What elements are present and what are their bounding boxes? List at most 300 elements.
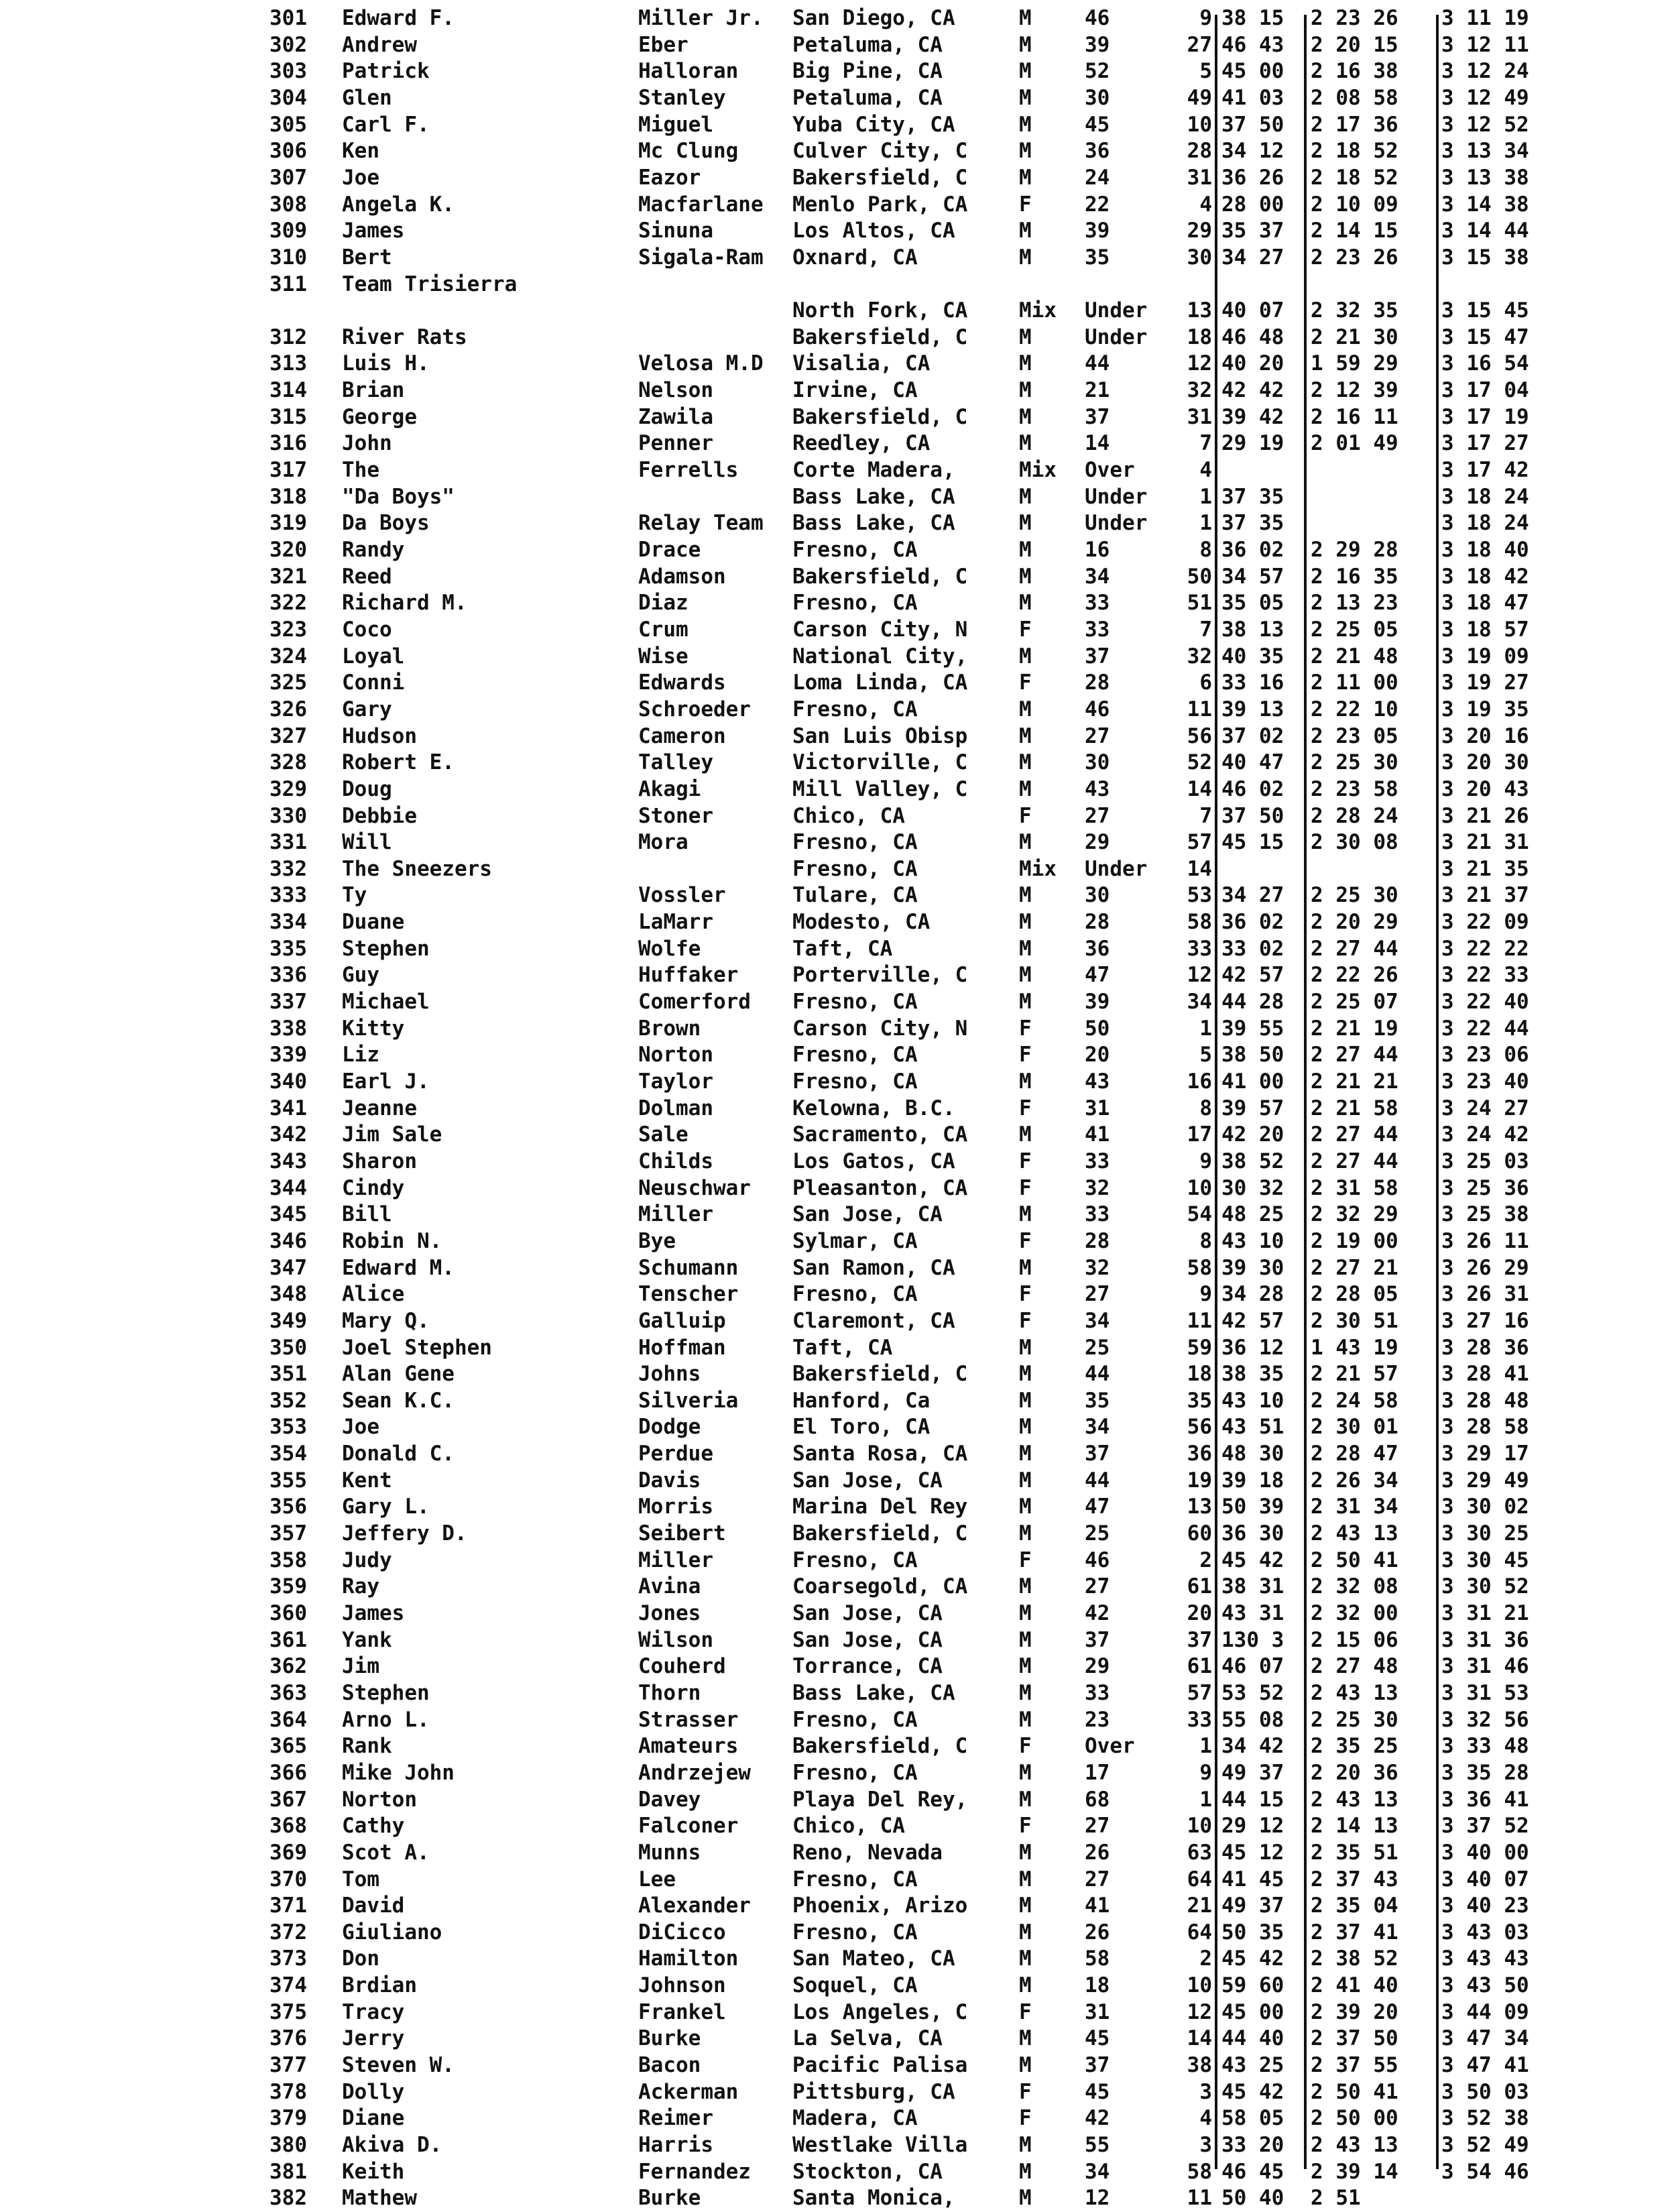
division-place: 4 <box>1199 458 1212 483</box>
city: Hanford, Ca <box>792 1388 931 1413</box>
sex: M <box>1019 1255 1032 1280</box>
sex: M <box>1019 1973 1032 1998</box>
first-name: Mary Q. <box>342 1308 430 1333</box>
table-row <box>0 1281 1676 1308</box>
bib-number: 378 <box>270 2079 307 2104</box>
total-time: 3 47 34 <box>1441 2026 1529 2051</box>
split-1: 34 12 <box>1221 139 1284 164</box>
division-place: 9 <box>1199 1760 1212 1785</box>
city: Chico, CA <box>792 803 905 828</box>
city: Westlake Villa <box>792 2133 968 2157</box>
first-name: Tom <box>342 1867 379 1891</box>
split-2: 2 22 26 <box>1311 963 1398 988</box>
split-1: 42 57 <box>1221 963 1284 988</box>
city: Oxnard, CA <box>792 245 918 270</box>
split-2: 2 28 24 <box>1311 803 1398 828</box>
first-name: Conni <box>342 671 405 695</box>
split-2: 2 35 51 <box>1311 1840 1398 1865</box>
age-group: 39 <box>1085 219 1110 243</box>
total-time: 3 33 48 <box>1441 1734 1529 1759</box>
split-1: 29 19 <box>1221 431 1284 456</box>
split-1: 44 28 <box>1221 990 1284 1014</box>
first-name: Kitty <box>342 1016 405 1041</box>
division-place: 57 <box>1187 1680 1212 1705</box>
age-group: 27 <box>1085 1574 1110 1599</box>
split-1: 35 05 <box>1221 591 1284 616</box>
split-2: 2 20 29 <box>1311 910 1398 935</box>
split-2: 2 27 44 <box>1311 1043 1398 1067</box>
last-name: Halloran <box>638 59 739 84</box>
split-1: 36 02 <box>1221 910 1284 935</box>
age-group: 24 <box>1085 165 1110 190</box>
table-row <box>0 1361 1676 1388</box>
last-name: Jones <box>638 1601 701 1625</box>
city: San Mateo, CA <box>792 1946 955 1971</box>
bib-number: 308 <box>270 192 307 217</box>
bib-number: 334 <box>270 910 307 935</box>
last-name: Andrzejew <box>638 1760 751 1785</box>
split-2: 2 27 44 <box>1311 1122 1398 1147</box>
table-row <box>0 430 1676 457</box>
city: Fresno, CA <box>792 830 918 855</box>
total-time: 3 16 54 <box>1441 351 1529 376</box>
table-row <box>0 1494 1676 1521</box>
city: San Luis Obisp <box>792 723 968 748</box>
split-2: 2 19 00 <box>1311 1228 1398 1253</box>
city: San Jose, CA <box>792 1468 943 1493</box>
split-1: 45 15 <box>1221 830 1284 855</box>
total-time: 3 22 09 <box>1441 910 1529 935</box>
city: Culver City, C <box>792 139 968 164</box>
table-row <box>0 1760 1676 1787</box>
table-row <box>0 298 1676 325</box>
sex: F <box>1019 617 1032 642</box>
division-place: 29 <box>1187 219 1212 243</box>
division-place: 32 <box>1187 644 1212 668</box>
split-2: 2 37 50 <box>1311 2026 1398 2051</box>
first-name: Robin N. <box>342 1228 442 1253</box>
split-2: 2 31 58 <box>1311 1175 1398 1200</box>
division-place: 8 <box>1199 1228 1212 1253</box>
total-time: 3 25 38 <box>1441 1202 1529 1227</box>
split-2: 2 50 00 <box>1311 2106 1398 2131</box>
table-row <box>0 1149 1676 1175</box>
last-name: Eber <box>638 32 689 57</box>
split-1: 38 15 <box>1221 6 1284 30</box>
sex: M <box>1019 883 1032 908</box>
first-name: Carl F. <box>342 112 430 137</box>
first-name: Ken <box>342 139 379 164</box>
last-name: Wilson <box>638 1627 713 1652</box>
city: Playa Del Rey, <box>792 1787 968 1812</box>
split-1: 49 37 <box>1221 1760 1284 1785</box>
division-place: 58 <box>1187 1255 1212 1280</box>
last-name: Wise <box>638 644 689 668</box>
total-time: 3 24 27 <box>1441 1096 1529 1120</box>
division-place: 58 <box>1187 2159 1212 2184</box>
split-2: 2 20 36 <box>1311 1760 1398 1785</box>
first-name: Akiva D. <box>342 2133 442 2157</box>
table-row <box>0 909 1676 936</box>
table-row <box>0 2159 1676 2186</box>
city: Los Gatos, CA <box>792 1149 955 1173</box>
first-name: Rank <box>342 1734 392 1759</box>
split-2: 2 30 01 <box>1311 1415 1398 1440</box>
last-name: Perdue <box>638 1442 713 1466</box>
division-place: 3 <box>1199 2079 1212 2104</box>
city: Fresno, CA <box>792 1069 918 1094</box>
split-1: 34 27 <box>1221 245 1284 270</box>
division-place: 2 <box>1199 1548 1212 1572</box>
age-group: 26 <box>1085 1840 1110 1865</box>
split-1: 30 32 <box>1221 1175 1284 1200</box>
last-name: Seibert <box>638 1521 726 1546</box>
bib-number: 322 <box>270 591 307 616</box>
split-1: 33 02 <box>1221 936 1284 961</box>
split-1: 44 40 <box>1221 2026 1284 2051</box>
split-1: 36 02 <box>1221 538 1284 562</box>
split-2: 2 43 13 <box>1311 1787 1398 1812</box>
total-time: 3 31 53 <box>1441 1680 1529 1705</box>
table-row <box>0 1653 1676 1680</box>
sex: M <box>1019 963 1032 988</box>
bib-number: 327 <box>270 723 307 748</box>
split-2: 2 32 35 <box>1311 298 1398 323</box>
total-time: 3 26 11 <box>1441 1228 1529 1253</box>
bib-number: 370 <box>270 1867 307 1891</box>
bib-number: 373 <box>270 1946 307 1971</box>
split-2: 2 37 41 <box>1311 1920 1398 1944</box>
last-name: Miller Jr. <box>638 6 764 30</box>
age-group: Over <box>1085 1734 1135 1759</box>
age-group: 30 <box>1085 750 1110 775</box>
sex: M <box>1019 6 1032 30</box>
age-group: 33 <box>1085 1680 1110 1705</box>
last-name: Falconer <box>638 1814 739 1839</box>
table-row <box>0 1733 1676 1760</box>
total-time: 3 22 40 <box>1441 990 1529 1014</box>
split-1: 44 15 <box>1221 1787 1284 1812</box>
first-name: Donald C. <box>342 1442 455 1466</box>
bib-number: 337 <box>270 990 307 1014</box>
total-time: 3 30 25 <box>1441 1521 1529 1546</box>
table-row <box>0 2185 1676 2212</box>
last-name: Penner <box>638 431 713 456</box>
split-1: 53 52 <box>1221 1680 1284 1705</box>
city: Reno, Nevada <box>792 1840 943 1865</box>
city: Torrance, CA <box>792 1654 943 1679</box>
division-place: 10 <box>1187 112 1212 137</box>
bib-number: 372 <box>270 1920 307 1944</box>
split-2: 1 59 29 <box>1311 351 1398 376</box>
sex: M <box>1019 112 1032 137</box>
sex: F <box>1019 671 1032 695</box>
bib-number: 357 <box>270 1521 307 1546</box>
age-group: Under <box>1085 511 1148 536</box>
bib-number: 359 <box>270 1574 307 1599</box>
last-name: Adamson <box>638 564 726 589</box>
split-1: 46 02 <box>1221 776 1284 801</box>
last-name: Schumann <box>638 1255 739 1280</box>
split-1: 58 05 <box>1221 2106 1284 2131</box>
division-place: 5 <box>1199 1043 1212 1067</box>
sex: M <box>1019 85 1032 110</box>
city: Pleasanton, CA <box>792 1175 968 1200</box>
bib-number: 358 <box>270 1548 307 1572</box>
age-group: 34 <box>1085 1308 1110 1333</box>
table-row <box>0 1946 1676 1973</box>
first-name: River Rats <box>342 325 467 349</box>
first-name: Bert <box>342 245 392 270</box>
table-row <box>0 1813 1676 1840</box>
sex: M <box>1019 1867 1032 1891</box>
first-name: Alice <box>342 1282 405 1307</box>
last-name: Burke <box>638 2186 701 2211</box>
first-name: Jeffery D. <box>342 1521 467 1546</box>
city: Claremont, CA <box>792 1308 955 1333</box>
first-name: John <box>342 431 392 456</box>
bib-number: 311 <box>270 272 307 296</box>
age-group: 27 <box>1085 1867 1110 1891</box>
table-row <box>0 1787 1676 1814</box>
total-time: 3 30 45 <box>1441 1548 1529 1572</box>
bib-number: 346 <box>270 1228 307 1253</box>
first-name: Ray <box>342 1574 379 1599</box>
total-time: 3 37 52 <box>1441 1814 1529 1839</box>
last-name: Diaz <box>638 591 689 616</box>
city: Fresno, CA <box>792 591 918 616</box>
split-2: 2 17 36 <box>1311 112 1398 137</box>
division-place: 9 <box>1199 1282 1212 1307</box>
age-group: 52 <box>1085 59 1110 84</box>
age-group: 30 <box>1085 85 1110 110</box>
city: Soquel, CA <box>792 1973 918 1998</box>
table-row <box>0 404 1676 431</box>
last-name: Bacon <box>638 2053 701 2078</box>
first-name: Jerry <box>342 2026 405 2051</box>
age-group: 37 <box>1085 404 1110 429</box>
split-1: 40 20 <box>1221 351 1284 376</box>
bib-number: 318 <box>270 484 307 509</box>
table-row <box>0 750 1676 776</box>
division-place: 14 <box>1187 856 1212 881</box>
bib-number: 374 <box>270 1973 307 1998</box>
age-group: 27 <box>1085 1282 1110 1307</box>
age-group: 27 <box>1085 1814 1110 1839</box>
first-name: Da Boys <box>342 511 430 536</box>
age-group: 35 <box>1085 1388 1110 1413</box>
bib-number: 312 <box>270 325 307 349</box>
first-name: Will <box>342 830 392 855</box>
last-name: Silveria <box>638 1388 739 1413</box>
split-2: 2 14 15 <box>1311 219 1398 243</box>
table-row <box>0 377 1676 404</box>
split-1: 36 12 <box>1221 1335 1284 1360</box>
sex: M <box>1019 245 1032 270</box>
city: Fresno, CA <box>792 1043 918 1067</box>
table-row <box>0 1096 1676 1122</box>
split-1: 48 30 <box>1221 1442 1284 1466</box>
table-row <box>0 1468 1676 1495</box>
city: San Diego, CA <box>792 6 955 30</box>
split-1: 43 25 <box>1221 2053 1284 2078</box>
split-2: 2 21 19 <box>1311 1016 1398 1041</box>
table-row <box>0 1016 1676 1043</box>
first-name: Jim Sale <box>342 1122 442 1147</box>
first-name: James <box>342 1601 405 1625</box>
division-place: 13 <box>1187 298 1212 323</box>
table-row <box>0 1867 1676 1894</box>
sex: F <box>1019 2079 1032 2104</box>
total-time: 3 40 07 <box>1441 1867 1529 1891</box>
age-group: 17 <box>1085 1760 1110 1785</box>
bib-number: 363 <box>270 1680 307 1705</box>
table-row <box>0 1707 1676 1734</box>
total-time: 3 20 30 <box>1441 750 1529 775</box>
split-2: 2 35 04 <box>1311 1894 1398 1918</box>
last-name: Sinuna <box>638 219 713 243</box>
sex: F <box>1019 1282 1032 1307</box>
table-row <box>0 1920 1676 1946</box>
total-time: 3 12 52 <box>1441 112 1529 137</box>
first-name: Richard M. <box>342 591 467 616</box>
total-time: 3 52 38 <box>1441 2106 1529 2131</box>
total-time: 3 21 35 <box>1441 856 1529 881</box>
division-place: 27 <box>1187 32 1212 57</box>
sex: M <box>1019 139 1032 164</box>
age-group: 21 <box>1085 378 1110 403</box>
bib-number: 376 <box>270 2026 307 2051</box>
bib-number: 380 <box>270 2133 307 2157</box>
sex: M <box>1019 1760 1032 1785</box>
total-time: 3 47 41 <box>1441 2053 1529 2078</box>
split-1: 46 48 <box>1221 325 1284 349</box>
total-time: 3 21 37 <box>1441 883 1529 908</box>
table-row <box>0 484 1676 511</box>
bib-number: 323 <box>270 617 307 642</box>
last-name: Velosa M.D <box>638 351 764 376</box>
split-2: 2 21 21 <box>1311 1069 1398 1094</box>
last-name: Vossler <box>638 883 726 908</box>
city: Kelowna, B.C. <box>792 1096 955 1120</box>
age-group: 34 <box>1085 1415 1110 1440</box>
first-name: Don <box>342 1946 379 1971</box>
sex: M <box>1019 511 1032 536</box>
total-time: 3 29 17 <box>1441 1442 1529 1466</box>
first-name: James <box>342 219 405 243</box>
split-2: 2 50 41 <box>1311 1548 1398 1572</box>
total-time: 3 26 29 <box>1441 1255 1529 1280</box>
last-name: Wolfe <box>638 936 701 961</box>
first-name: Liz <box>342 1043 379 1067</box>
bib-number: 325 <box>270 671 307 695</box>
sex: M <box>1019 32 1032 57</box>
city: San Jose, CA <box>792 1601 943 1625</box>
city: Yuba City, CA <box>792 112 955 137</box>
split-1: 59 60 <box>1221 1973 1284 1998</box>
split-2: 2 27 44 <box>1311 936 1398 961</box>
table-row <box>0 989 1676 1016</box>
total-time: 3 40 23 <box>1441 1894 1529 1918</box>
total-time: 3 31 21 <box>1441 1601 1529 1625</box>
sex: F <box>1019 803 1032 828</box>
split-1: 49 37 <box>1221 1894 1284 1918</box>
sex: M <box>1019 2053 1032 2078</box>
split-1: 55 08 <box>1221 1707 1284 1732</box>
split-1: 37 50 <box>1221 112 1284 137</box>
bib-number: 338 <box>270 1016 307 1041</box>
city: Petaluma, CA <box>792 32 943 57</box>
sex: M <box>1019 697 1032 721</box>
sex: M <box>1019 990 1032 1014</box>
last-name: Edwards <box>638 671 726 695</box>
bib-number: 368 <box>270 1814 307 1839</box>
split-1: 39 30 <box>1221 1255 1284 1280</box>
table-row <box>0 2052 1676 2079</box>
total-time: 3 43 43 <box>1441 1946 1529 1971</box>
total-time: 3 13 38 <box>1441 165 1529 190</box>
first-name: Bill <box>342 1202 392 1227</box>
split-2: 2 21 48 <box>1311 644 1398 668</box>
first-name: Cindy <box>342 1175 405 1200</box>
last-name: Davey <box>638 1787 701 1812</box>
sex: M <box>1019 1680 1032 1705</box>
table-row <box>0 1414 1676 1441</box>
table-row <box>0 1973 1676 1999</box>
sex: M <box>1019 1388 1032 1413</box>
division-place: 33 <box>1187 1707 1212 1732</box>
total-time: 3 31 36 <box>1441 1627 1529 1652</box>
city: Los Angeles, C <box>792 1999 968 2024</box>
split-1: 34 28 <box>1221 1282 1284 1307</box>
split-1: 40 35 <box>1221 644 1284 668</box>
split-2: 2 50 41 <box>1311 2079 1398 2104</box>
age-group: 45 <box>1085 2026 1110 2051</box>
bib-number: 304 <box>270 85 307 110</box>
age-group: 47 <box>1085 963 1110 988</box>
split-2: 2 10 09 <box>1311 192 1398 217</box>
city: Fresno, CA <box>792 1707 918 1732</box>
table-row <box>0 537 1676 564</box>
sex: M <box>1019 325 1032 349</box>
age-group: 25 <box>1085 1335 1110 1360</box>
split-2: 2 30 08 <box>1311 830 1398 855</box>
division-place: 49 <box>1187 85 1212 110</box>
age-group: 14 <box>1085 431 1110 456</box>
bib-number: 355 <box>270 1468 307 1493</box>
age-group: Under <box>1085 484 1148 509</box>
age-group: 36 <box>1085 936 1110 961</box>
table-row <box>0 1999 1676 2026</box>
city: Fresno, CA <box>792 1282 918 1307</box>
first-name: Mike John <box>342 1760 455 1785</box>
table-row <box>0 1175 1676 1202</box>
split-2: 2 29 28 <box>1311 538 1398 562</box>
split-1: 41 03 <box>1221 85 1284 110</box>
division-place: 1 <box>1199 1734 1212 1759</box>
division-place: 56 <box>1187 723 1212 748</box>
total-time: 3 18 24 <box>1441 484 1529 509</box>
division-place: 4 <box>1199 2106 1212 2131</box>
age-group: 39 <box>1085 990 1110 1014</box>
total-time: 3 43 50 <box>1441 1973 1529 1998</box>
last-name: Couherd <box>638 1654 726 1679</box>
age-group: 45 <box>1085 112 1110 137</box>
table-row <box>0 2105 1676 2132</box>
split-2: 2 27 21 <box>1311 1255 1398 1280</box>
split-1: 45 00 <box>1221 1999 1284 2024</box>
city: Bakersfield, C <box>792 1362 968 1387</box>
